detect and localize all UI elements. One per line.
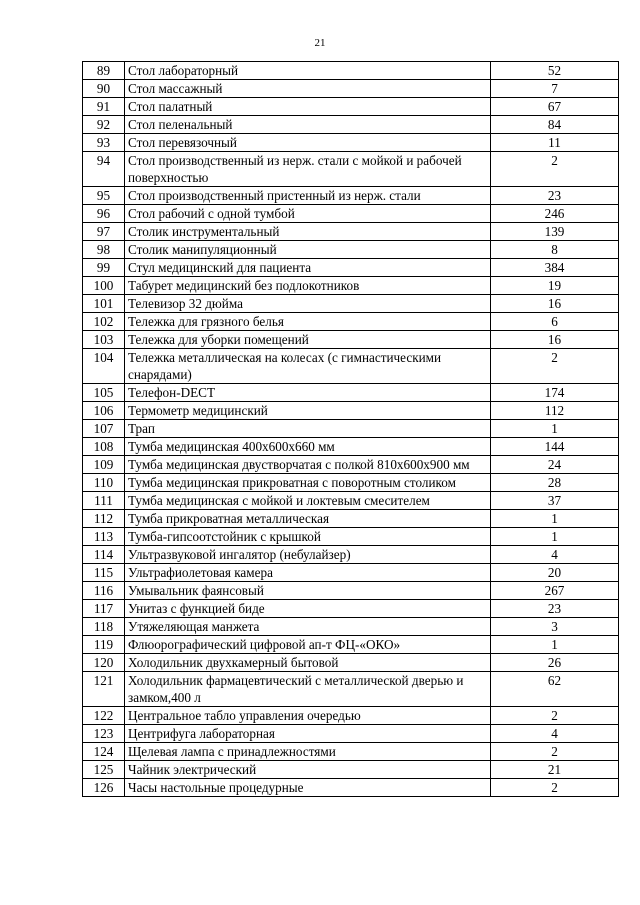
quantity-cell: 23 [491, 600, 619, 618]
item-name-cell: Утяжеляющая манжета [125, 618, 491, 636]
row-number-cell: 113 [83, 528, 125, 546]
row-number-cell: 119 [83, 636, 125, 654]
row-number-cell: 99 [83, 259, 125, 277]
quantity-cell: 52 [491, 62, 619, 80]
table-row [83, 402, 619, 420]
table-row [83, 743, 619, 761]
quantity-cell: 28 [491, 474, 619, 492]
table-row [83, 116, 619, 134]
table-row [83, 600, 619, 618]
row-number-cell: 103 [83, 331, 125, 349]
row-number-cell: 89 [83, 62, 125, 80]
table-row [83, 510, 619, 528]
row-number-cell: 90 [83, 80, 125, 98]
item-name-cell: Тумба медицинская 400х600х660 мм [125, 438, 491, 456]
quantity-cell: 246 [491, 205, 619, 223]
table-row [83, 582, 619, 600]
table-row [83, 205, 619, 223]
table-row [83, 187, 619, 205]
table-row [83, 761, 619, 779]
row-number-cell: 125 [83, 761, 125, 779]
row-number-cell: 111 [83, 492, 125, 510]
item-name-cell: Умывальник фаянсовый [125, 582, 491, 600]
row-number-cell: 91 [83, 98, 125, 116]
item-name-cell: Тумба медицинская с мойкой и локтевым смесителем [125, 492, 491, 510]
item-name-cell: Тумба медицинская прикроватная с поворотным столиком [125, 474, 491, 492]
row-number-cell: 100 [83, 277, 125, 295]
item-name-cell: Стол производственный пристенный из нерж. стали [125, 187, 491, 205]
quantity-cell: 4 [491, 725, 619, 743]
quantity-cell: 174 [491, 384, 619, 402]
row-number-cell: 114 [83, 546, 125, 564]
quantity-cell: 144 [491, 438, 619, 456]
table-row [83, 779, 619, 797]
quantity-cell: 37 [491, 492, 619, 510]
page-number: 21 [314, 37, 326, 49]
table-row [83, 259, 619, 277]
row-number-cell: 93 [83, 134, 125, 152]
row-number-cell: 98 [83, 241, 125, 259]
row-number-cell: 97 [83, 223, 125, 241]
item-name-cell: Стол производственный из нерж. стали с мойкой и рабочей поверхностью [125, 152, 491, 187]
quantity-cell: 8 [491, 241, 619, 259]
table-row [83, 331, 619, 349]
row-number-cell: 96 [83, 205, 125, 223]
quantity-cell: 112 [491, 402, 619, 420]
quantity-cell: 1 [491, 528, 619, 546]
quantity-cell: 2 [491, 743, 619, 761]
quantity-cell: 4 [491, 546, 619, 564]
table-row [83, 223, 619, 241]
item-name-cell: Тележка для грязного белья [125, 313, 491, 331]
item-name-cell: Ультразвуковой ингалятор (небулайзер) [125, 546, 491, 564]
row-number-cell: 106 [83, 402, 125, 420]
row-number-cell: 112 [83, 510, 125, 528]
quantity-cell: 24 [491, 456, 619, 474]
item-name-cell: Стол рабочий с одной тумбой [125, 205, 491, 223]
quantity-cell: 1 [491, 510, 619, 528]
item-name-cell: Тележка для уборки помещений [125, 331, 491, 349]
table-row [83, 672, 619, 707]
quantity-cell: 2 [491, 349, 619, 384]
table-row [83, 384, 619, 402]
table-row [83, 564, 619, 582]
quantity-cell: 7 [491, 80, 619, 98]
table-row [83, 492, 619, 510]
item-name-cell: Стол лабораторный [125, 62, 491, 80]
row-number-cell: 123 [83, 725, 125, 743]
item-name-cell: Столик манипуляционный [125, 241, 491, 259]
table-row [83, 528, 619, 546]
table-row [83, 277, 619, 295]
equipment-table-body [83, 62, 619, 797]
table-row [83, 98, 619, 116]
item-name-cell: Тележка металлическая на колесах (с гимнастическими снарядами) [125, 349, 491, 384]
row-number-cell: 124 [83, 743, 125, 761]
row-number-cell: 108 [83, 438, 125, 456]
table-row [83, 349, 619, 384]
table-row [83, 618, 619, 636]
row-number-cell: 110 [83, 474, 125, 492]
row-number-cell: 117 [83, 600, 125, 618]
item-name-cell: Трап [125, 420, 491, 438]
table-row [83, 420, 619, 438]
table-row [83, 474, 619, 492]
item-name-cell: Телефон-DECT [125, 384, 491, 402]
quantity-cell: 267 [491, 582, 619, 600]
table-row [83, 62, 619, 80]
row-number-cell: 101 [83, 295, 125, 313]
item-name-cell: Центральное табло управления очередью [125, 707, 491, 725]
row-number-cell: 94 [83, 152, 125, 187]
table-row [83, 546, 619, 564]
quantity-cell: 6 [491, 313, 619, 331]
quantity-cell: 2 [491, 152, 619, 187]
quantity-cell: 1 [491, 636, 619, 654]
quantity-cell: 23 [491, 187, 619, 205]
row-number-cell: 104 [83, 349, 125, 384]
table-row [83, 134, 619, 152]
row-number-cell: 120 [83, 654, 125, 672]
row-number-cell: 107 [83, 420, 125, 438]
table-row [83, 456, 619, 474]
quantity-cell: 19 [491, 277, 619, 295]
item-name-cell: Унитаз с функцией биде [125, 600, 491, 618]
quantity-cell: 67 [491, 98, 619, 116]
item-name-cell: Тумба медицинская двустворчатая с полкой 810х600х900 мм [125, 456, 491, 474]
table-row [83, 636, 619, 654]
quantity-cell: 384 [491, 259, 619, 277]
item-name-cell: Столик инструментальный [125, 223, 491, 241]
row-number-cell: 95 [83, 187, 125, 205]
item-name-cell: Стол массажный [125, 80, 491, 98]
row-number-cell: 92 [83, 116, 125, 134]
quantity-cell: 26 [491, 654, 619, 672]
item-name-cell: Табурет медицинский без подлокотников [125, 277, 491, 295]
item-name-cell: Центрифуга лабораторная [125, 725, 491, 743]
table-row [83, 313, 619, 331]
quantity-cell: 16 [491, 331, 619, 349]
table-row [83, 80, 619, 98]
row-number-cell: 116 [83, 582, 125, 600]
row-number-cell: 118 [83, 618, 125, 636]
row-number-cell: 105 [83, 384, 125, 402]
quantity-cell: 2 [491, 707, 619, 725]
item-name-cell: Холодильник двухкамерный бытовой [125, 654, 491, 672]
item-name-cell: Стол палатный [125, 98, 491, 116]
quantity-cell: 1 [491, 420, 619, 438]
quantity-cell: 62 [491, 672, 619, 707]
item-name-cell: Стол перевязочный [125, 134, 491, 152]
item-name-cell: Ультрафиолетовая камера [125, 564, 491, 582]
item-name-cell: Тумба-гипсоотстойник с крышкой [125, 528, 491, 546]
quantity-cell: 84 [491, 116, 619, 134]
row-number-cell: 121 [83, 672, 125, 707]
table-row [83, 241, 619, 259]
table-row [83, 707, 619, 725]
item-name-cell: Часы настольные процедурные [125, 779, 491, 797]
table-row [83, 295, 619, 313]
table-row [83, 438, 619, 456]
table-row [83, 152, 619, 187]
item-name-cell: Телевизор 32 дюйма [125, 295, 491, 313]
quantity-cell: 139 [491, 223, 619, 241]
quantity-cell: 21 [491, 761, 619, 779]
row-number-cell: 109 [83, 456, 125, 474]
row-number-cell: 102 [83, 313, 125, 331]
table-row [83, 725, 619, 743]
item-name-cell: Термометр медицинский [125, 402, 491, 420]
equipment-table [82, 61, 619, 797]
item-name-cell: Тумба прикроватная металлическая [125, 510, 491, 528]
item-name-cell: Флюорографический цифровой ап-т ФЦ-«ОКО» [125, 636, 491, 654]
item-name-cell: Щелевая лампа с принадлежностями [125, 743, 491, 761]
quantity-cell: 2 [491, 779, 619, 797]
item-name-cell: Стул медицинский для пациента [125, 259, 491, 277]
row-number-cell: 126 [83, 779, 125, 797]
quantity-cell: 11 [491, 134, 619, 152]
quantity-cell: 3 [491, 618, 619, 636]
quantity-cell: 16 [491, 295, 619, 313]
row-number-cell: 115 [83, 564, 125, 582]
item-name-cell: Чайник электрический [125, 761, 491, 779]
quantity-cell: 20 [491, 564, 619, 582]
item-name-cell: Стол пеленальный [125, 116, 491, 134]
item-name-cell: Холодильник фармацевтический с металлической дверью и замком,400 л [125, 672, 491, 707]
row-number-cell: 122 [83, 707, 125, 725]
table-row [83, 654, 619, 672]
